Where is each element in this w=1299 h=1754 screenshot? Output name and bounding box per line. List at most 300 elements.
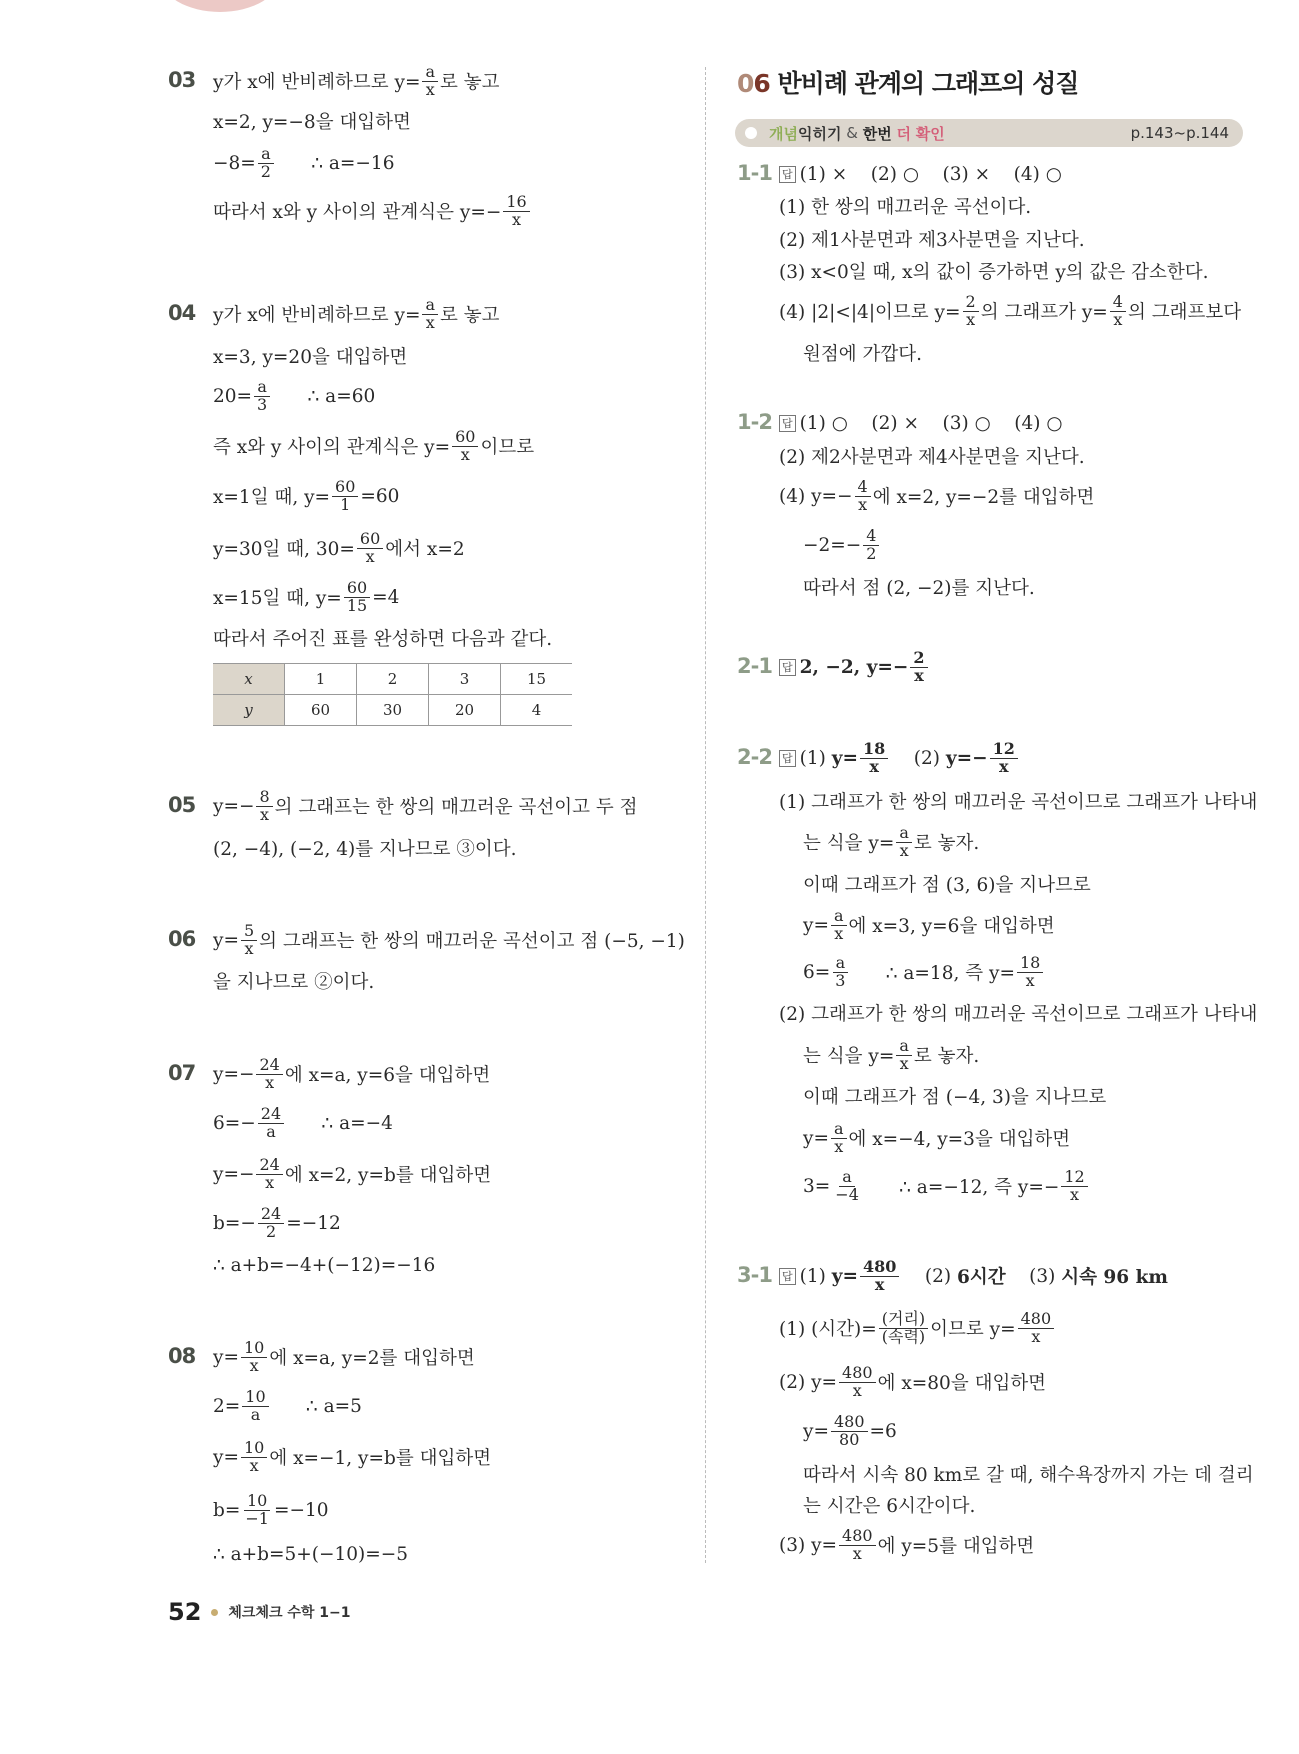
text-segment: =6: [869, 1420, 897, 1442]
fraction: [422, 61, 438, 99]
table-cell: 2: [357, 664, 429, 695]
denominator: x: [265, 1172, 275, 1192]
table-cell: 1: [285, 664, 357, 695]
solution-line: [803, 1411, 897, 1451]
denominator: x: [834, 923, 844, 943]
text-segment: y=: [213, 929, 239, 951]
text-segment: y가 x에 반비례하므로 y=: [213, 305, 421, 326]
section-title: [737, 64, 1078, 100]
denominator: x: [249, 1355, 259, 1375]
text-segment: (2): [890, 747, 946, 769]
problem-number: 2-1: [737, 654, 772, 678]
solution-line: [213, 1490, 328, 1530]
fraction: [357, 528, 383, 566]
text-segment: ∴ a+b=5+(−10)=−5: [213, 1543, 409, 1565]
solution-line: [779, 781, 1257, 821]
solution-line: [213, 828, 516, 868]
fraction: [860, 1256, 899, 1294]
solution-line: [213, 920, 685, 960]
problem-number: 04: [168, 301, 196, 325]
denominator: 2: [260, 161, 271, 181]
denominator: 2: [265, 1221, 277, 1241]
numerator: 4: [1110, 294, 1126, 312]
denominator: 3: [835, 970, 846, 990]
answer-mark-icon: 답: [779, 1268, 796, 1285]
text-segment: b=: [213, 1499, 241, 1521]
text-segment: 에 x=2, y=−2를 대입하면: [872, 487, 1095, 508]
numerator: 60: [357, 531, 383, 549]
text-segment: (1) 한 쌍의 매끄러운 곡선이다.: [779, 197, 1032, 218]
solution-line: [803, 567, 1035, 607]
text-segment: 에 x=a, y=2를 대입하면: [269, 1348, 475, 1369]
problem-number: 06: [168, 927, 196, 951]
text-segment: 이므로 y=: [930, 1319, 1016, 1340]
text-segment: x=2, y=−8을 대입하면: [213, 112, 411, 133]
text-segment: (3): [1005, 1265, 1062, 1287]
solution-line: [213, 618, 552, 658]
bar-label-practice: 익히기: [797, 124, 842, 143]
solution-line: [803, 1076, 1106, 1116]
denominator: 15: [346, 595, 368, 615]
numerator: 480: [1018, 1311, 1055, 1329]
solution-line: [803, 952, 1045, 992]
text-segment: 에 y=5를 대입하면: [877, 1536, 1035, 1557]
fraction: [910, 647, 927, 685]
solution-line: [803, 1166, 1090, 1206]
text-segment: −8=: [213, 152, 256, 174]
fraction: [256, 1054, 282, 1092]
denominator: x: [249, 1455, 259, 1475]
text-segment: (4) y=−: [779, 485, 853, 507]
fraction: [452, 426, 478, 464]
numerator: a: [254, 379, 270, 397]
text-segment: ∴ a=18, 즉 y=: [850, 963, 1015, 984]
text-segment: ∴ a=−16: [275, 152, 395, 174]
solution-line: [213, 1437, 491, 1477]
fraction: [1018, 1308, 1055, 1346]
numerator: 60: [452, 429, 478, 447]
text-segment: y=: [803, 1420, 829, 1442]
text-segment: (3) y=: [779, 1534, 838, 1556]
fraction: [1017, 952, 1043, 990]
denominator: −4: [835, 1184, 859, 1204]
page-footer: [168, 1598, 351, 1626]
text-segment: y=−: [213, 1063, 255, 1085]
denominator: x: [244, 938, 254, 958]
bar-label-amp: &: [841, 124, 863, 142]
concept-bar: [735, 119, 1243, 147]
bullet-icon: [211, 1609, 218, 1616]
text-segment: (2) 그래프가 한 쌍의 매끄러운 곡선이므로 그래프가 나타내: [779, 1004, 1258, 1025]
text-segment: x=3, y=20을 대입하면: [213, 347, 408, 368]
text-segment: 이때 그래프가 점 (3, 6)을 지나므로: [803, 875, 1091, 896]
text-segment: (2) 제2사분면과 제4사분면을 지난다.: [779, 447, 1085, 468]
table-row: [213, 664, 572, 695]
fraction: [855, 476, 871, 514]
text-segment: 로 놓자.: [913, 833, 980, 854]
solution-line: [779, 476, 1094, 516]
table-cell: 4: [501, 695, 573, 726]
text-segment: 을 지나므로 ②이다.: [213, 972, 375, 993]
denominator: x: [1070, 1184, 1080, 1204]
problem-number: 07: [168, 1061, 196, 1085]
solution-line: [213, 101, 411, 141]
text-segment: y가 x에 반비례하므로 y=: [213, 72, 421, 93]
text-segment: y=: [803, 914, 829, 936]
text-segment: 따라서 점 (2, −2)를 지난다.: [803, 578, 1035, 599]
solution-line: [213, 426, 534, 466]
solution-line: [213, 1154, 491, 1194]
denominator: x: [874, 1274, 885, 1294]
denominator: x: [425, 79, 435, 99]
numerator: 18: [860, 741, 888, 759]
problem-number: 2-2: [737, 745, 772, 769]
text-segment: (1) 그래프가 한 쌍의 매끄러운 곡선이므로 그래프가 나타내: [779, 792, 1258, 813]
numerator: 60: [344, 580, 370, 598]
answer-mark-icon: 답: [779, 166, 796, 183]
text-segment: 에 x=−4, y=3을 대입하면: [848, 1129, 1071, 1150]
text-segment: (4) |2|<|4|이므로 y=: [779, 302, 961, 323]
answer-mark-icon: 답: [779, 415, 796, 432]
solution-line: [213, 528, 465, 568]
solution-line: [779, 993, 1257, 1033]
numerator: 12: [1061, 1169, 1087, 1187]
denominator: x: [999, 756, 1009, 776]
numerator: a: [422, 64, 438, 82]
solution-line: [803, 1485, 975, 1525]
text-segment: 에 x=80을 대입하면: [877, 1373, 1047, 1394]
text-segment: 따라서 주어진 표를 완성하면 다음과 같다.: [213, 629, 553, 650]
text-segment: 로 놓고: [440, 305, 500, 326]
text-segment: ∴ a=5: [270, 1395, 362, 1417]
fraction: [831, 1118, 847, 1156]
fraction: [254, 376, 270, 414]
fraction: [896, 1035, 912, 1073]
solution-line: [803, 333, 922, 373]
section-title-text: 반비례 관계의 그래프의 성질: [777, 69, 1079, 98]
text-segment: (2) y=: [779, 1371, 838, 1393]
solution-line: [213, 1534, 408, 1574]
fraction: [831, 1411, 868, 1449]
solution-line: [803, 1035, 979, 1075]
text-segment: 따라서 x와 y 사이의 관계식은 y=−: [213, 202, 502, 223]
fraction: [963, 291, 979, 329]
text-segment: 로 놓고: [440, 72, 500, 93]
fraction: [1110, 291, 1126, 329]
text-segment: 2=: [213, 1395, 241, 1417]
bar-label-concept: 개념: [769, 124, 798, 143]
fraction: [256, 786, 272, 824]
text-segment: (1) (시간)=: [779, 1319, 877, 1340]
problem-number: 3-1: [737, 1263, 772, 1287]
denominator: x: [869, 756, 879, 776]
text-segment: 의 그래프는 한 쌍의 매끄러운 곡선이고 두 점: [274, 797, 638, 818]
table-cell: 30: [357, 695, 429, 726]
text-segment: 에 x=−1, y=b를 대입하면: [269, 1448, 492, 1469]
text-segment: y=30일 때, 30=: [213, 539, 355, 560]
fraction: [256, 1154, 282, 1192]
fraction: [258, 1103, 284, 1141]
denominator: x: [265, 1072, 275, 1092]
answer-mark-icon: 답: [779, 750, 796, 767]
text-segment: 이때 그래프가 점 (−4, 3)을 지나므로: [803, 1087, 1107, 1108]
text-segment: (2, −4), (−2, 4)를 지나므로 ③이다.: [213, 839, 517, 860]
numerator: a: [839, 1169, 855, 1187]
page-number: 52: [168, 1598, 202, 1626]
bar-label-once: 한번: [862, 124, 892, 143]
text-segment: 원점에 가깝다.: [803, 344, 922, 365]
denominator: x: [852, 1380, 862, 1400]
solution-line: [213, 143, 394, 183]
text-segment: 6=: [803, 961, 831, 983]
fraction: [860, 738, 888, 776]
text-segment: y=−: [213, 1163, 255, 1185]
text-segment: =−10: [273, 1499, 329, 1521]
text-segment: b=−: [213, 1212, 256, 1234]
problem-number: 08: [168, 1344, 196, 1368]
text-segment: 에 x=2, y=b를 대입하면: [284, 1165, 492, 1186]
text-segment: (2) 제1사분면과 제3사분면을 지난다.: [779, 230, 1085, 251]
numerator: 2: [963, 294, 979, 312]
numerator: 24: [256, 1157, 282, 1175]
text-segment: y=: [213, 1446, 239, 1468]
text-segment: 는 식을 y=: [803, 833, 895, 854]
denominator: x: [966, 309, 976, 329]
text-segment: (2): [901, 1265, 958, 1287]
answer-bold: y=−: [945, 747, 988, 769]
section-number-0: 0: [737, 69, 754, 98]
column-divider: [705, 67, 706, 1563]
text-segment: 즉 x와 y 사이의 관계식은 y=: [213, 437, 451, 458]
text-segment: 로 놓자.: [913, 1046, 980, 1067]
fraction: [990, 738, 1018, 776]
numerator: 24: [258, 1206, 284, 1224]
solution-line: [803, 1118, 1070, 1158]
answer-bold: y=: [831, 1265, 858, 1287]
solution-line: [779, 251, 1209, 291]
solution-line: [213, 191, 532, 231]
text-segment: (1): [799, 1265, 832, 1287]
table-cell: 3: [429, 664, 501, 695]
fraction: [332, 476, 358, 514]
text-segment: ∴ a+b=−4+(−12)=−16: [213, 1254, 436, 1276]
problem-number: 05: [168, 793, 196, 817]
text-segment: 의 그래프는 한 쌍의 매끄러운 곡선이고 점 (−5, −1): [259, 931, 685, 952]
text-segment: 따라서 시속 80 km로 갈 때, 해수욕장까지 가는 데 걸리: [803, 1465, 1254, 1486]
text-segment: x=1일 때, y=: [213, 487, 331, 508]
denominator: x: [260, 804, 270, 824]
bullet-icon: [745, 127, 757, 139]
solution-line: [213, 376, 375, 416]
text-segment: ∴ a=−4: [286, 1112, 393, 1134]
numerator: a: [896, 1038, 912, 1056]
denominator: 2: [866, 543, 877, 563]
solution-line: [779, 647, 930, 687]
solution-line: [213, 1054, 490, 1094]
fraction: [241, 1337, 267, 1375]
numerator: (거리): [879, 1311, 928, 1329]
text-segment: =60: [360, 485, 400, 507]
text-segment: (3) x<0일 때, x의 값이 증가하면 y의 값은 감소한다.: [779, 262, 1209, 283]
denominator: x: [914, 665, 924, 685]
numerator: 480: [860, 1259, 899, 1277]
denominator: x: [365, 546, 375, 566]
denominator: x: [852, 1543, 862, 1563]
numerator: 60: [332, 479, 358, 497]
denominator: x: [425, 312, 435, 332]
denominator: x: [1025, 970, 1035, 990]
fraction: [258, 1203, 284, 1241]
numerator: a: [833, 955, 849, 973]
text-segment: y=: [803, 1127, 829, 1149]
solution-line: [213, 1245, 435, 1285]
text-segment: =4: [372, 586, 400, 608]
text-segment: (1): [799, 747, 832, 769]
solution-line: [779, 1525, 1034, 1565]
solution-line: [213, 61, 500, 101]
solution-line: [803, 864, 1091, 904]
numerator: a: [896, 825, 912, 843]
table-cell: 60: [285, 695, 357, 726]
fraction: [503, 191, 529, 229]
denominator: x: [1031, 1326, 1041, 1346]
denominator: x: [899, 1053, 909, 1073]
answer-table: [213, 663, 572, 726]
numerator: 5: [241, 923, 257, 941]
text-segment: =−12: [286, 1212, 341, 1234]
numerator: a: [422, 297, 438, 315]
denominator: x: [1113, 309, 1123, 329]
solution-line: [803, 905, 1055, 945]
decorative-blob: [160, 0, 280, 12]
fraction: [344, 577, 370, 615]
table-cell: 15: [501, 664, 573, 695]
denominator: x: [460, 444, 470, 464]
numerator: 24: [258, 1106, 284, 1124]
fraction: [1061, 1166, 1087, 1204]
bar-label-more: 더: [896, 124, 911, 143]
numerator: 10: [241, 1440, 267, 1458]
fraction: [422, 294, 438, 332]
text-segment: x=15일 때, y=: [213, 588, 342, 609]
answer-mark-icon: 답: [779, 659, 796, 676]
denominator: x: [511, 209, 522, 229]
solution-line: [779, 1362, 1046, 1402]
table-header-cell: x: [213, 664, 285, 695]
problem-number: 1-1: [737, 161, 772, 185]
numerator: 18: [1017, 955, 1043, 973]
fraction: [839, 1525, 876, 1563]
numerator: 10: [244, 1493, 270, 1511]
fraction: [832, 952, 848, 990]
denominator: 1: [340, 494, 351, 514]
text-segment: 는 식을 y=: [803, 1046, 895, 1067]
solution-line: [213, 577, 399, 617]
page-range: p.143~p.144: [1130, 124, 1229, 142]
answer-bold: 시속 96 km: [1061, 1267, 1169, 1288]
text-segment: y=−: [213, 795, 255, 817]
denominator: x: [858, 494, 868, 514]
denominator: a: [250, 1404, 261, 1424]
numerator: 10: [241, 1340, 267, 1358]
text-segment: ∴ a=−12, 즉 y=−: [863, 1177, 1060, 1198]
numerator: 12: [990, 741, 1018, 759]
solution-line: [803, 822, 979, 862]
denominator: (속력): [881, 1326, 926, 1346]
fraction: [879, 1308, 928, 1346]
fraction: [896, 822, 912, 860]
solution-line: [213, 961, 374, 1001]
denominator: x: [899, 840, 909, 860]
numerator: 4: [855, 479, 871, 497]
text-segment: ∴ a=60: [272, 385, 376, 407]
solution-line: [779, 1256, 1168, 1296]
fraction: [839, 1362, 876, 1400]
solution-line: [213, 1337, 475, 1377]
text-segment: y=: [213, 1346, 239, 1368]
text-segment: 에서 x=2: [385, 539, 465, 560]
fraction: [241, 920, 257, 958]
solution-line: [779, 1308, 1056, 1348]
solution-line: [213, 336, 407, 376]
table-row: [213, 695, 572, 726]
problem-number: 1-2: [737, 410, 772, 434]
answer-bold: 2, −2, y=−: [799, 656, 909, 678]
text-segment: 6=−: [213, 1112, 256, 1134]
text-segment: 3=: [803, 1175, 831, 1197]
numerator: a: [258, 146, 274, 164]
solution-line: [213, 476, 399, 516]
numerator: 16: [503, 194, 529, 212]
text-segment: 는 시간은 6시간이다.: [803, 1496, 976, 1517]
text-segment: 20=: [213, 385, 253, 407]
text-segment: 에 x=3, y=6을 대입하면: [848, 916, 1055, 937]
solution-line: [213, 1103, 393, 1143]
numerator: 480: [839, 1365, 876, 1383]
numerator: 10: [242, 1389, 268, 1407]
denominator: x: [834, 1136, 844, 1156]
solution-line: [213, 294, 500, 334]
fraction: [831, 905, 847, 943]
book-title: 체크체크 수학 1−1: [228, 1605, 351, 1621]
numerator: a: [831, 908, 847, 926]
numerator: 4: [863, 528, 879, 546]
numerator: 8: [256, 789, 272, 807]
answer-bold: 6시간: [957, 1267, 1006, 1288]
text-segment: −2=−: [803, 534, 862, 556]
text-segment: (1) × (2) ○ (3) × (4) ○: [799, 163, 1062, 185]
fraction: [241, 1437, 267, 1475]
denominator: −1: [245, 1508, 269, 1528]
denominator: a: [266, 1121, 276, 1141]
text-segment: 이므로: [480, 437, 535, 458]
bar-label-check: 확인: [915, 124, 945, 143]
numerator: 24: [256, 1057, 282, 1075]
solution-line: [779, 291, 1241, 331]
denominator: 80: [839, 1429, 860, 1449]
fraction: [258, 143, 274, 181]
table-cell: 20: [429, 695, 501, 726]
section-number-6: 6: [753, 69, 770, 98]
fraction: [832, 1166, 862, 1204]
solution-line: [779, 738, 1020, 778]
solution-line: [803, 525, 881, 565]
numerator: a: [831, 1121, 847, 1139]
solution-line: [213, 786, 638, 826]
fraction: [863, 525, 879, 563]
table-header-cell: y: [213, 695, 285, 726]
problem-number: 03: [168, 68, 196, 92]
